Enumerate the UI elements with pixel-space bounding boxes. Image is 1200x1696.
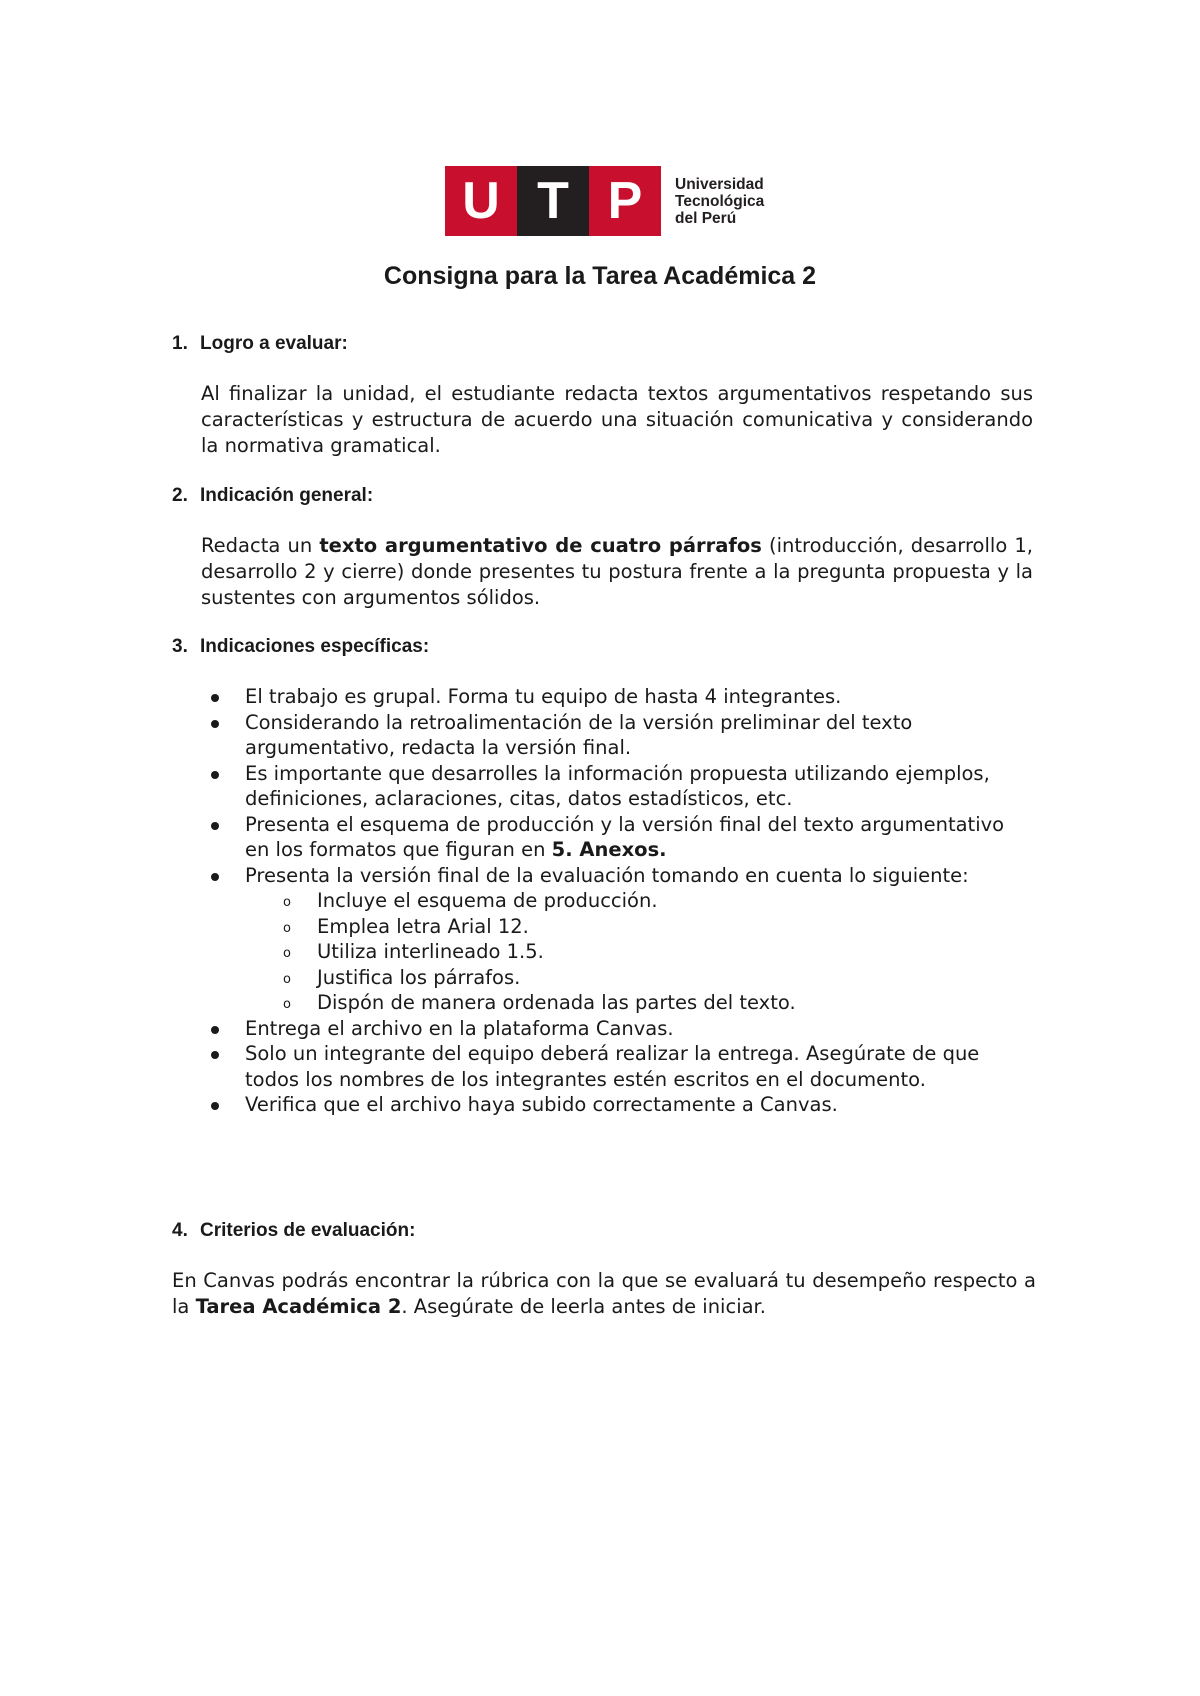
list-item-text: Considerando la retroalimentación de la versión preliminar del texto argumentativo, redacta la versión final. <box>245 710 913 759</box>
sub-list-item-text: Emplea letra Arial 12. <box>317 914 529 938</box>
sub-list-item-text: Dispón de manera ordenada las partes del texto. <box>317 991 796 1014</box>
list-item-text: Entrega el archivo en la plataforma Canvas. <box>245 1016 674 1040</box>
section-number: 4. <box>172 1220 188 1241</box>
list-item <box>207 1041 1027 1092</box>
list-item-text: Presenta la versión final de la evaluación tomando en cuenta lo siguiente: <box>245 863 969 887</box>
logo-blocks <box>445 166 661 236</box>
bullet-icon <box>211 694 219 702</box>
list-item-text: Es importante que desarrolles la información propuesta utilizando ejemplos, definiciones, aclaraciones, citas, datos estadísticos, etc. <box>245 761 990 810</box>
list-item-text: Solo un integrante del equipo deberá realizar la entrega. Asegúrate de que todos los nombres de los integrantes estén escritos en el documento. <box>245 1042 980 1091</box>
section-label: Indicaciones específicas: <box>200 636 430 657</box>
list-item <box>207 710 1027 761</box>
bold-text: Tarea Académica 2 <box>195 1295 402 1318</box>
logo-letter-t: T <box>517 166 589 236</box>
sub-list-item-text: Justifica los párrafos. <box>317 965 521 989</box>
section-heading-indicaciones-especificas <box>172 636 429 658</box>
section-label: Logro a evaluar: <box>200 333 348 354</box>
text-run: (introducción, desarrollo 1, desarrollo 2 y cierre) donde presentes tu postura frente a la pregunta propuesta y la sustentes con argumentos sólidos. <box>201 534 1033 609</box>
sub-list <box>245 888 1027 1016</box>
section-label: Criterios de evaluación: <box>200 1220 416 1241</box>
list-item-text: El trabajo es grupal. Forma tu equipo de hasta 4 integrantes. <box>245 685 842 708</box>
list-item <box>207 684 1027 710</box>
list-item <box>207 812 1027 863</box>
bullet-icon <box>211 720 219 728</box>
page-title: Consigna para la Tarea Académica 2 <box>383 262 817 290</box>
section-number: 3. <box>172 636 188 657</box>
list-item <box>207 1092 1027 1118</box>
bullet-icon <box>211 1026 219 1034</box>
text-run: En Canvas podrás encontrar la rúbrica con la que se evaluará tu desempeño respecto a la <box>172 1269 1036 1318</box>
logro-paragraph: Al finalizar la unidad, el estudiante redacta textos argumentativos respetando sus características y estructura de acuerdo una situación comunicativa y considerando la normativa gramatical. <box>201 382 1033 457</box>
list-item <box>207 761 1027 812</box>
section-heading-criterios <box>172 1220 415 1242</box>
utp-logo <box>445 166 764 236</box>
sub-list-item <box>279 965 1027 991</box>
circle-bullet-icon: o <box>283 971 291 987</box>
bold-text: texto argumentativo de cuatro párrafos <box>319 534 762 557</box>
logo-name-line: Tecnológica <box>675 192 765 210</box>
circle-bullet-icon: o <box>283 946 291 961</box>
logo-name-line: Universidad <box>675 175 764 193</box>
text-run: Presenta el esquema de producción y la versión final del texto argumentativo en los formatos que figuran en <box>245 812 1005 861</box>
text-run: . Asegúrate de leerla antes de iniciar. <box>401 1295 766 1318</box>
indicaciones-list <box>207 684 1027 1118</box>
sub-list-item-text: Utiliza interlineado 1.5. <box>317 940 544 963</box>
section-label: Indicación general: <box>200 485 374 506</box>
list-item <box>207 1016 1027 1042</box>
list-item-text: Verifica que el archivo haya subido correctamente a Canvas. <box>245 1093 838 1116</box>
circle-bullet-icon: o <box>283 920 291 936</box>
logo-letter-p: P <box>589 166 661 236</box>
sub-list-item <box>279 914 1027 940</box>
bullet-icon <box>211 873 219 881</box>
section-number: 1. <box>172 333 188 354</box>
bullet-icon <box>211 1051 219 1059</box>
logo-name-line: del Perú <box>675 209 737 227</box>
sub-list-item-text: Incluye el esquema de producción. <box>317 889 658 912</box>
bold-text: 5. Anexos. <box>551 838 667 861</box>
bullet-icon <box>211 822 219 830</box>
logo-university-name <box>675 176 764 227</box>
bullet-icon <box>211 771 219 779</box>
sub-list-item <box>279 990 1027 1016</box>
bullet-icon <box>211 1102 219 1110</box>
list-item <box>207 863 1027 1016</box>
sub-list-item <box>279 888 1027 914</box>
circle-bullet-icon: o <box>283 997 291 1012</box>
circle-bullet-icon: o <box>283 895 291 910</box>
sub-list-item <box>279 939 1027 965</box>
criterios-paragraph <box>172 1268 1036 1320</box>
section-number: 2. <box>172 485 188 506</box>
section-heading-indicacion-general <box>172 485 373 507</box>
section-heading-logro <box>172 333 348 355</box>
text-run: Redacta un <box>201 534 320 557</box>
logo-letter-u: U <box>445 166 517 236</box>
indicacion-general-paragraph <box>201 533 1033 611</box>
